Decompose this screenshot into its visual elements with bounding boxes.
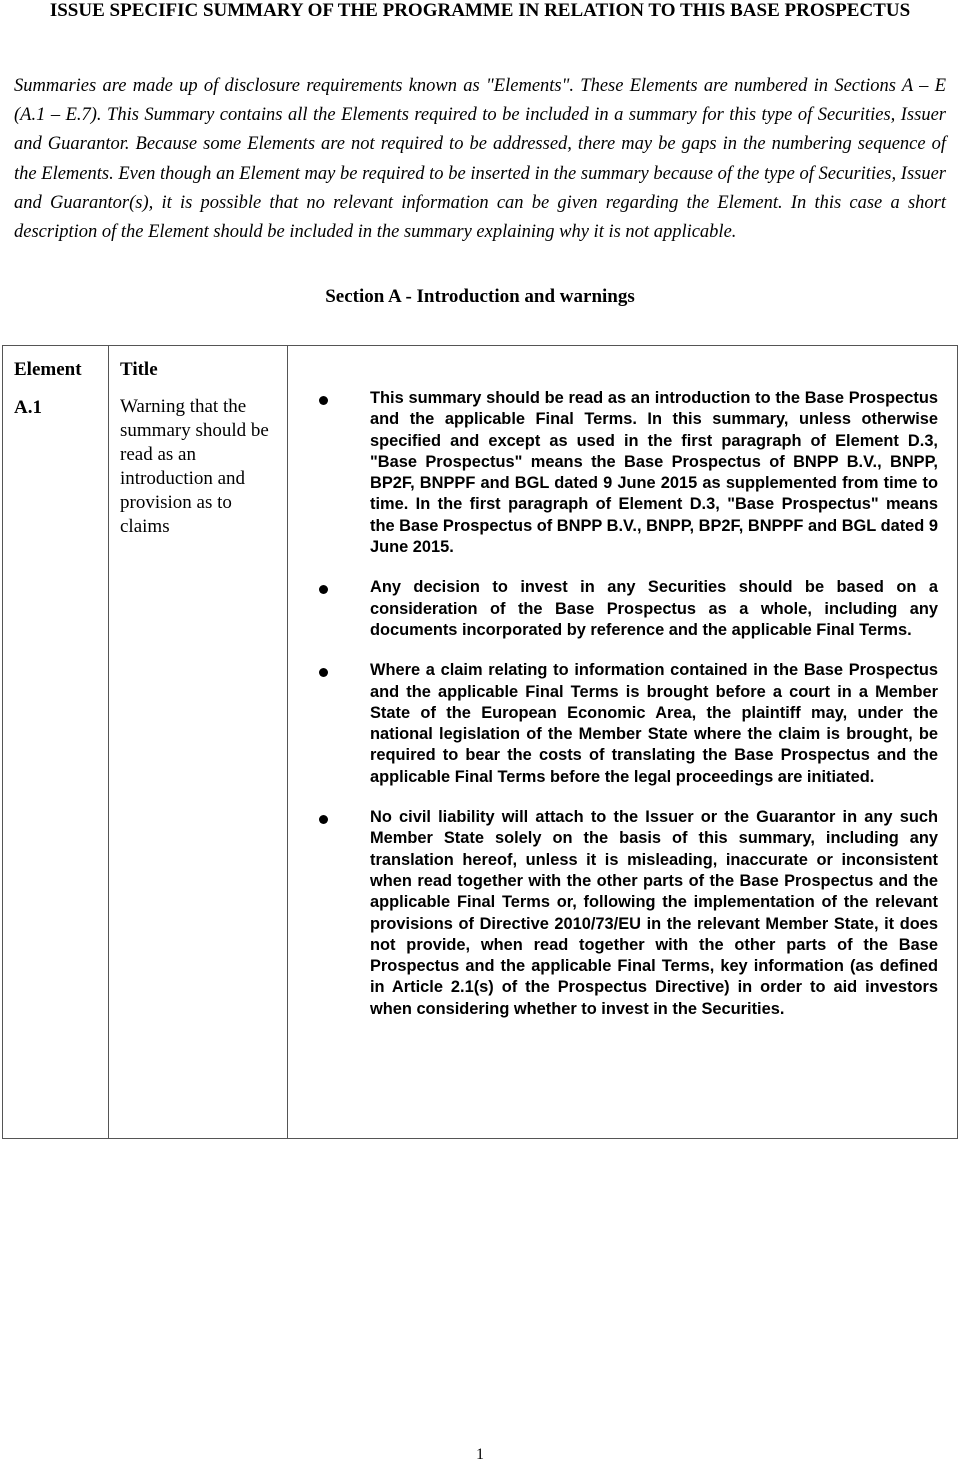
- bullet-icon: [319, 396, 328, 405]
- list-item: [308, 577, 938, 641]
- bullet-text: Any decision to invest in any Securities should be based on a consideration of the Base Prospectus as a whole, including any documents incorporated by reference and the applicable Final Terms.: [370, 578, 938, 639]
- page-number: 1: [476, 1446, 484, 1463]
- intro-paragraph: Summaries are made up of disclosure requirements known as "Elements". These Elements are numbered in Sections A – E (A.1 – E.7). This Summary contains all the Elements required to be included in a summary for this type of Securities, Issuer and Guarantor. Because some Elements are not required to be addressed, there may be gaps in the numbering sequence of the Elements. Even though an Element may be required to be inserted in the summary because of the type of Securities, Issuer and Guarantor(s), it is possible that no relevant information can be given regarding the Element. In this case a short description of the Element should be included in the summary explaining why it is not applicable.: [14, 76, 946, 243]
- section-heading: Section A - Introduction and warnings: [325, 286, 635, 307]
- header-element: Element: [14, 359, 82, 380]
- header-title: Title: [120, 359, 158, 380]
- bullet-text: This summary should be read as an introduction to the Base Prospectus and the applicable Final Terms. In this summary, unless otherwise specified and except as used in the first paragraph of Element D.3, "Base Prospectus" means the Base Prospectus of BNPP B.V., BNPP, BP2F, BNPPF and BGL dated 9 June 2015 as supplemented from time to time. In the first paragraph of Element D.3, "Base Prospectus" means the Base Prospectus of BNPP B.V., BNPP, BP2F, BNPPF and BGL dated 9 June 2015.: [370, 389, 938, 557]
- column-divider: [287, 346, 288, 1138]
- list-item: [308, 807, 938, 1020]
- bullet-icon: [319, 585, 328, 594]
- summary-table: [2, 345, 958, 1139]
- bullet-icon: [319, 815, 328, 824]
- element-title: Warning that the summary should be read as an introduction and provision as to claims: [120, 396, 269, 537]
- element-content: [308, 388, 938, 1020]
- bullet-icon: [319, 668, 328, 677]
- document-title: ISSUE SPECIFIC SUMMARY OF THE PROGRAMME IN RELATION TO THIS BASE PROSPECTUS: [49, 0, 911, 21]
- element-id: A.1: [14, 397, 42, 418]
- column-divider: [108, 346, 109, 1138]
- list-item: [308, 660, 938, 788]
- list-item: [308, 388, 938, 558]
- bullet-text: Where a claim relating to information contained in the Base Prospectus and the applicable Final Terms is brought before a court in a Member State of the European Economic Area, the plaintiff may, under the national legislation of the Member State where the claim is brought, be required to bear the costs of translating the Base Prospectus and the applicable Final Terms before the legal proceedings are initiated.: [370, 661, 938, 786]
- bullet-text: No civil liability will attach to the Issuer or the Guarantor in any such Member State solely on the basis of this summary, including any translation hereof, unless it is misleading, inaccurate or inconsistent when read together with the other parts of the Base Prospectus and the applicable Final Terms or, following the implementation of the relevant provisions of Directive 2010/73/EU in the relevant Member State, it does not provide, when read together with the other parts of the Base Prospectus and the applicable Final Terms, key information (as defined in Article 2.1(s) of the Prospectus Directive) in order to aid investors when considering whether to invest in the Securities.: [370, 808, 938, 1018]
